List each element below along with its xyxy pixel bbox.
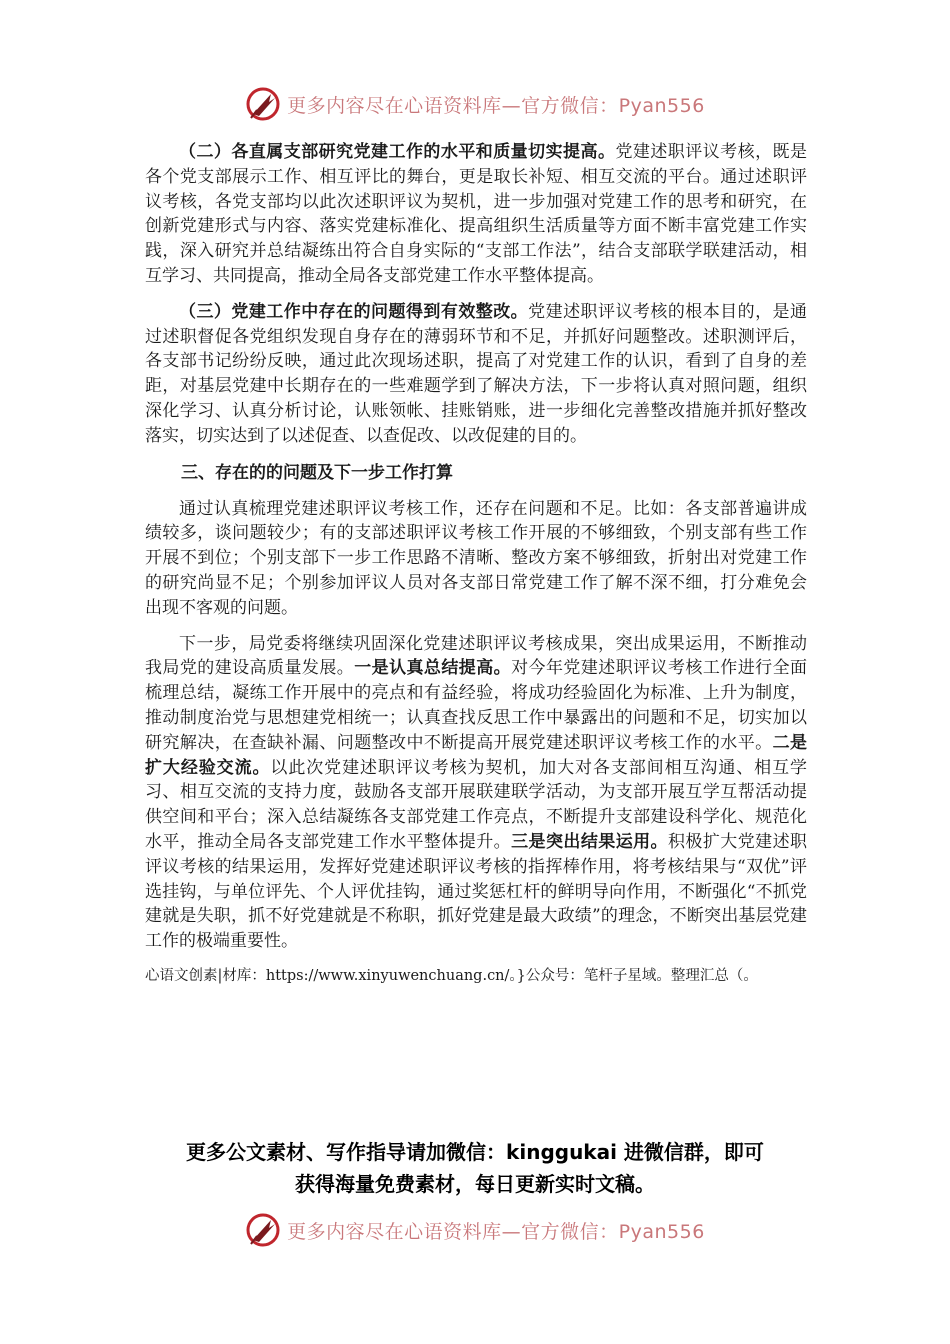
quill-logo-icon: [245, 86, 281, 122]
paragraph-section-2: [145, 140, 807, 289]
heading-problems-next-steps: 三、存在的的问题及下一步工作打算: [181, 462, 453, 483]
footer-banner-text: 更多内容尽在心语资料库—官方微信：Pyan556: [287, 1220, 705, 1243]
section-2-body: 党建述职评议考核，既是各个党支部展示工作、相互评比的舞台，更是取长补短、相互交流的平台。通过述职评议考核，各党支部均以此次述职评议为契机，进一步加强对党建工作的思考和研究，在创新党建形式与内容、落实党建标准化、提高组织生活质量等方面不断丰富党建工作实践，深入研究并总结凝练出符合自身实际的“支部工作法”，结合支部联学联建活动，相互学习、共同提高，推动全局各支部党建工作水平整体提高。: [145, 142, 808, 286]
promo-line-1: 更多公文素材、写作指导请加微信：kinggukai 进微信群，即可: [186, 1140, 764, 1164]
point1-lead: 一是认真总结提高。: [354, 658, 512, 679]
footer-banner: [0, 1210, 950, 1250]
quill-logo-icon: [245, 1212, 281, 1248]
header-banner: [0, 84, 950, 124]
source-line: 心语文创素|材库：https://www.xinyuwenchuang.cn/。}公众号：笔杆子星域。整理汇总（。: [145, 967, 758, 984]
section-3-lead: （三）党建工作中存在的问题得到有效整改。: [179, 301, 529, 322]
next-steps-intro: 下一步，局党委将继续巩固深化党建述职评议考核成果，突出成果运用，不断推动我局党的建设高质量发展。: [145, 633, 807, 679]
section-3-body: 党建述职评议考核的根本目的，是通过述职督促各党组织发现自身存在的薄弱环节和不足，并抓好问题整改。述职测评后，各支部书记纷纷反映，通过此次现场述职，提高了对党建工作的认识，看到了自身的差距，对基层党建中长期存在的一些难题学到了解决方法，下一步将认真对照问题，组织深化学习、认真分析讨论，认账领帐、挂账销账，进一步细化完善整改措施并抓好整改落实，切实达到了以述促查、以查促改、以改促建的目的。: [145, 301, 808, 446]
point3-lead: 三是突出结果运用。: [511, 831, 668, 852]
header-banner-text: 更多内容尽在心语资料库—官方微信：Pyan556: [287, 94, 705, 117]
document-body: [145, 140, 807, 987]
paragraph-problems: 通过认真梳理党建述职评议考核工作，还存在问题和不足。比如：各支部普遍讲成绩较多，谈问题较少；有的支部述职评议考核工作开展的不够细致，个别支部有些工作开展不到位；个别支部下一步工作思路不清晰、整改方案不够细致，折射出对党建工作的研究尚显不足；个别参加评议人员对各支部日常党建工作了解不深不细，打分难免会出现不客观的问题。: [145, 498, 807, 618]
point1-body: 对今年党建述职评议考核工作进行全面梳理总结，凝练工作开展中的亮点和有益经验，将成功经验固化为标准、上升为制度，推动制度治党与思想建党相统一；认真查找反思工作中暴露出的问题和不足，切实加以研究解决，在查缺补漏、问题整改中不断提高开展党建述职评议考核工作的水平。: [145, 658, 808, 753]
point2-body: 以此次党建述职评议考核为契机，加大对各支部间相互沟通、相互学习、相互交流的支持力度，鼓励各支部开展联建联学活动，为支部开展互学互帮活动提供空间和平台；深入总结凝练各支部党建工作亮点，不断提升支部建设科学化、规范化水平，推动全局各支部党建工作水平整体提升。: [145, 757, 808, 852]
paragraph-section-3: [145, 300, 807, 449]
point2-lead: 二是扩大经验交流。: [145, 732, 808, 778]
promo-line-2: 获得海量免费素材，每日更新实时文稿。: [295, 1172, 655, 1196]
paragraph-next-steps: [145, 632, 807, 954]
point3-body: 积极扩大党建述职评议考核的结果运用，发挥好党建述职评议考核的指挥棒作用，将考核结果与“双优”评选挂钩，与单位评先、个人评优挂钩，通过奖惩杠杆的鲜明导向作用，不断强化“不抓党建就是失职，抓不好党建就是不称职，抓好党建是最大政绩”的理念，不断突出基层党建工作的极端重要性。: [145, 831, 808, 952]
section-2-lead: （二）各直属支部研究党建工作的水平和质量切实提高。: [179, 142, 616, 162]
promo-block: [0, 1136, 950, 1200]
